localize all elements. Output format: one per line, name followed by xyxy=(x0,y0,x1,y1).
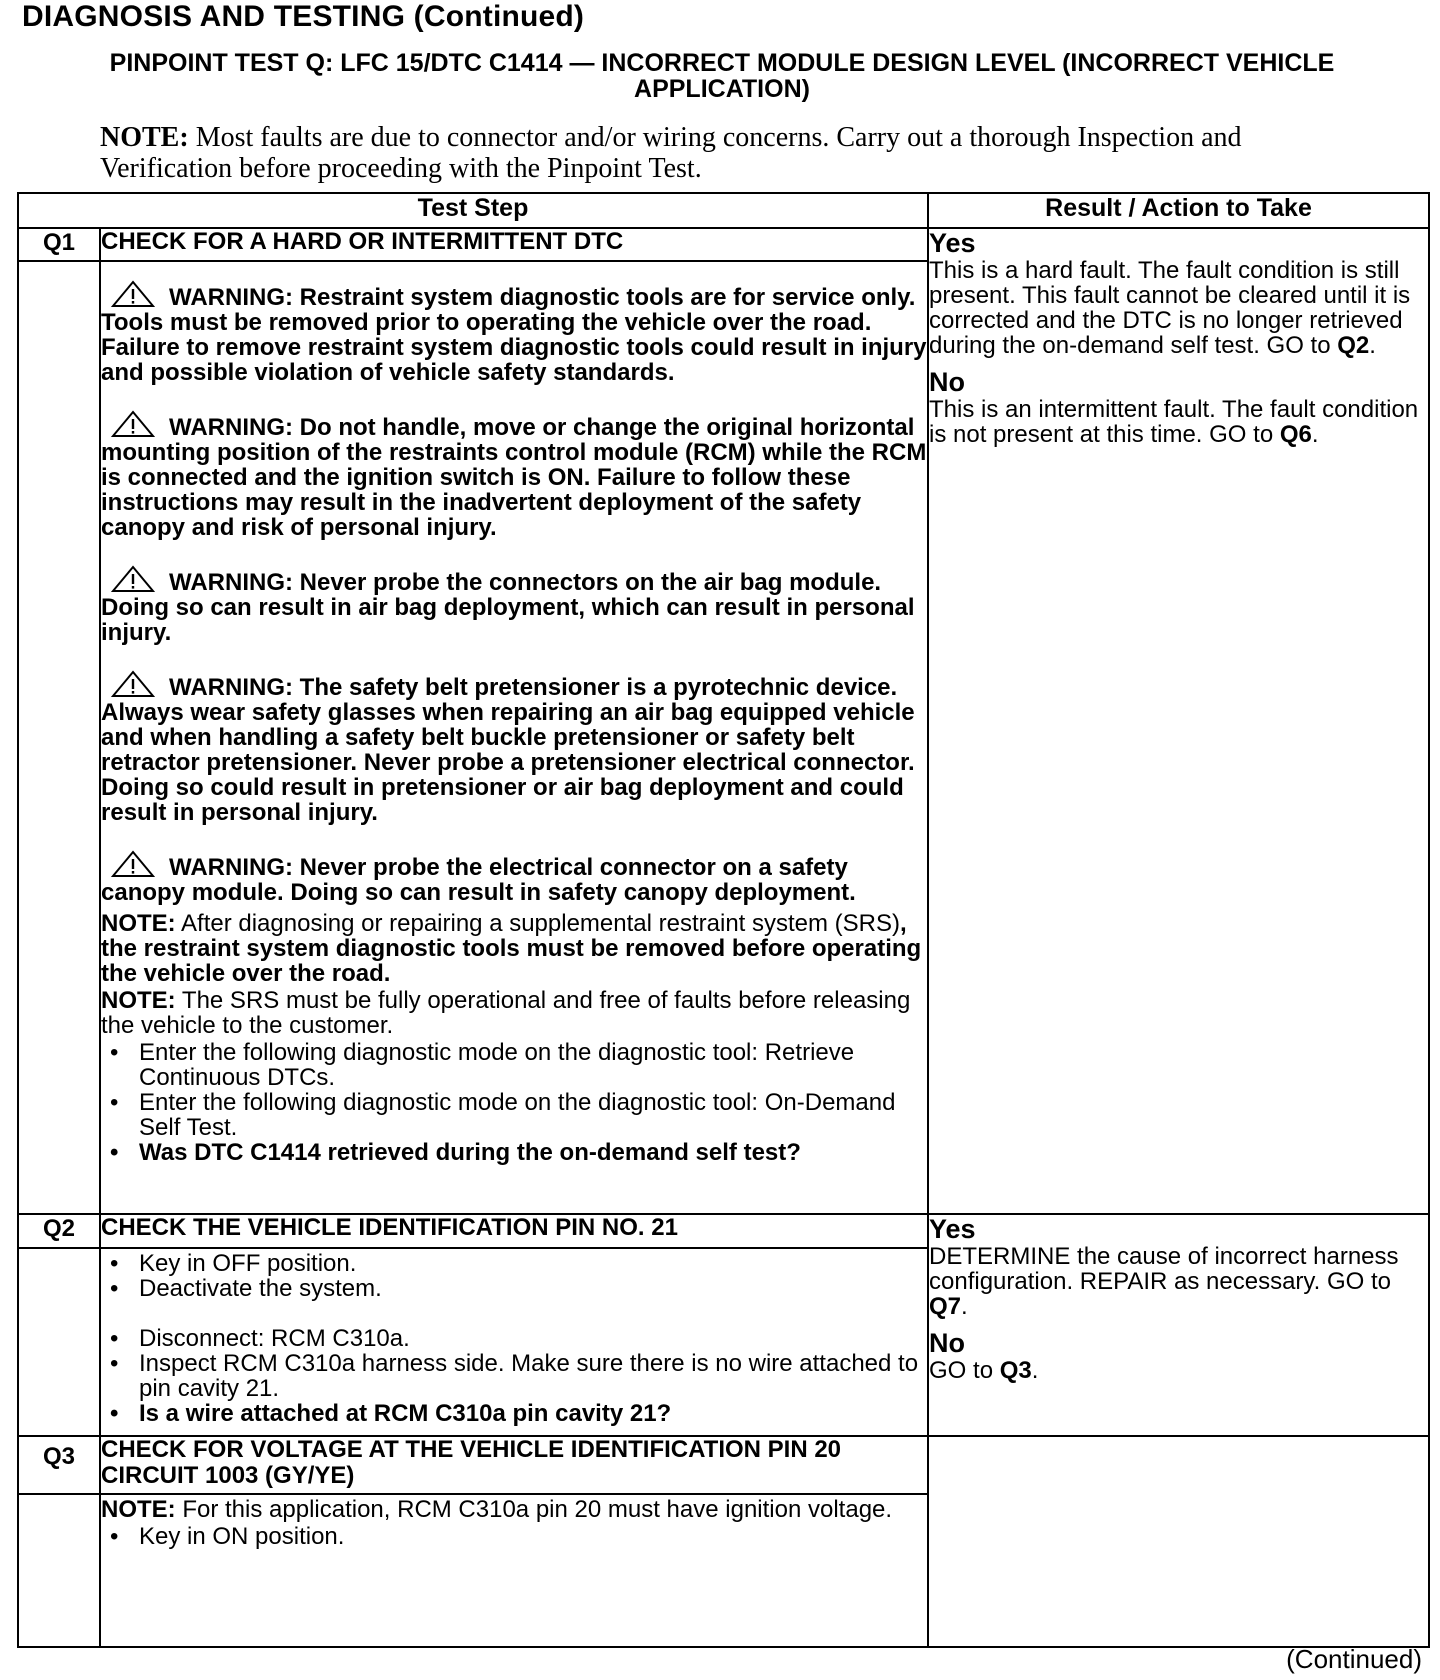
yes-label-q1: Yes xyxy=(929,228,976,258)
pinpoint-table xyxy=(17,192,1430,1648)
step-title-q3: CHECK FOR VOLTAGE AT THE VEHICLE IDENTIFICATION PIN 20 CIRCUIT 1003 (GY/YE) xyxy=(100,1436,928,1494)
list-item: • Inspect RCM C310a harness side. Make sure there is no wire attached to pin cavity 21. xyxy=(101,1351,927,1401)
step-title-q1: CHECK FOR A HARD OR INTERMITTENT DTC xyxy=(100,228,928,261)
list-item: • Enter the following diagnostic mode on the diagnostic tool: Retrieve Continuous DTCs. xyxy=(101,1040,927,1090)
goto-q2-link[interactable]: Q2 xyxy=(1337,332,1370,359)
warning-block: WARNING: Never probe the electrical connector on a safety canopy module. Doing so can result in safety canopy deployment. xyxy=(101,850,927,905)
warning-triangle-icon xyxy=(111,280,155,308)
warning-triangle-icon xyxy=(111,850,155,878)
list-item: • Enter the following diagnostic mode on the diagnostic tool: On-Demand Self Test. xyxy=(101,1090,927,1140)
result-q1 xyxy=(928,228,1429,1214)
yes-text-q2: DETERMINE the cause of incorrect harness configuration. REPAIR as necessary. GO to Q7. xyxy=(929,1243,1399,1320)
step-id-q3: Q3 xyxy=(18,1436,100,1494)
top-note-label: NOTE: xyxy=(100,122,189,153)
step-id-spacer xyxy=(18,1248,100,1436)
goto-q6-link[interactable]: Q6 xyxy=(1279,421,1312,448)
question-item: • Was DTC C1414 retrieved during the on-demand self test? xyxy=(101,1140,927,1165)
list-item: • Deactivate the system. xyxy=(101,1276,927,1301)
yes-label-q2: Yes xyxy=(929,1214,976,1244)
no-text-q2: GO to Q3. xyxy=(929,1357,1039,1384)
warning-block: WARNING: Do not handle, move or change the original horizontal mounting position of the restraints control module (RCM) while the RCM is connected and the ignition switch is ON. Failure to follow these instructions may result in the inadvertent deployment of the safety canopy and risk of personal injury. xyxy=(101,410,927,540)
goto-q3-link[interactable]: Q3 xyxy=(999,1357,1032,1384)
step-list-q1 xyxy=(101,1040,927,1165)
col-result: Result / Action to Take xyxy=(928,193,1429,228)
top-note-text: Most faults are due to connector and/or wiring concerns. Carry out a thorough Inspection and Verification before proceeding with the Pinpoint Test. xyxy=(100,122,1242,184)
list-item: • Disconnect: RCM C310a. xyxy=(101,1326,927,1351)
list-item: • Key in ON position. xyxy=(101,1524,927,1549)
no-label-q2: No xyxy=(929,1328,966,1358)
warning-triangle-icon xyxy=(111,670,155,698)
page-title: DIAGNOSIS AND TESTING (Continued) xyxy=(22,0,585,33)
note-srs-operational: NOTE: The SRS must be fully operational and free of faults before releasing the vehicle to the customer. xyxy=(101,987,911,1039)
step-title-q2: CHECK THE VEHICLE IDENTIFICATION PIN NO. 21 xyxy=(100,1214,928,1248)
step-body-q1 xyxy=(100,261,928,1214)
warning-block: WARNING: The safety belt pretensioner is a pyrotechnic device. Always wear safety glasses when repairing an air bag equipped vehicle and when handling a safety belt buckle pretensioner or safety belt retractor pretensioner. Never probe a pretensioner electrical connector. Doing so could result in pretensioner or air bag deployment and could result in personal injury. xyxy=(101,670,927,825)
step-id-q1: Q1 xyxy=(18,228,100,261)
step-id-spacer xyxy=(18,1494,100,1647)
step-id-q2: Q2 xyxy=(18,1214,100,1248)
result-q2 xyxy=(928,1214,1429,1436)
col-test-step: Test Step xyxy=(18,193,928,228)
step-id-spacer xyxy=(18,261,100,1214)
top-note xyxy=(100,122,1260,184)
note-ignition-voltage: NOTE: For this application, RCM C310a pin 20 must have ignition voltage. xyxy=(101,1496,893,1523)
step-body-q2 xyxy=(100,1248,928,1436)
warning-block: WARNING: Restraint system diagnostic tools are for service only. Tools must be removed prior to operating the vehicle over the road. Failure to remove restraint system diagnostic tools could result in injury and possible violation of vehicle safety standards. xyxy=(101,280,927,385)
step-list-q2 xyxy=(101,1251,927,1426)
warning-block: WARNING: Never probe the connectors on the air bag module. Doing so can result in air bag deployment, which can result in personal injury. xyxy=(101,565,927,645)
goto-q7-link[interactable]: Q7 xyxy=(929,1293,962,1320)
step-body-q3 xyxy=(100,1494,928,1647)
list-item: • Key in OFF position. xyxy=(101,1251,927,1276)
no-text-q1: This is an intermittent fault. The fault condition is not present at this time. GO to Q6. xyxy=(929,396,1419,448)
yes-text-q1: This is a hard fault. The fault condition is still present. This fault cannot be cleared until it is corrected and the DTC is no longer retrieved during the on-demand self test. GO to Q2. xyxy=(929,257,1411,359)
note-srs-tools: NOTE: After diagnosing or repairing a supplemental restraint system (SRS), the restraint system diagnostic tools must be removed before operating the vehicle over the road. xyxy=(101,910,922,987)
continued-label: (Continued) xyxy=(1286,1644,1422,1674)
step-list-q3 xyxy=(101,1524,927,1549)
question-item: • Is a wire attached at RCM C310a pin cavity 21? xyxy=(101,1401,927,1426)
no-label-q1: No xyxy=(929,367,966,397)
warning-triangle-icon xyxy=(111,565,155,593)
result-q3 xyxy=(928,1436,1429,1647)
warning-triangle-icon xyxy=(111,410,155,438)
pinpoint-test-title: PINPOINT TEST Q: LFC 15/DTC C1414 — INCORRECT MODULE DESIGN LEVEL (INCORRECT VEHICLE APPLICATION) xyxy=(109,49,1335,103)
